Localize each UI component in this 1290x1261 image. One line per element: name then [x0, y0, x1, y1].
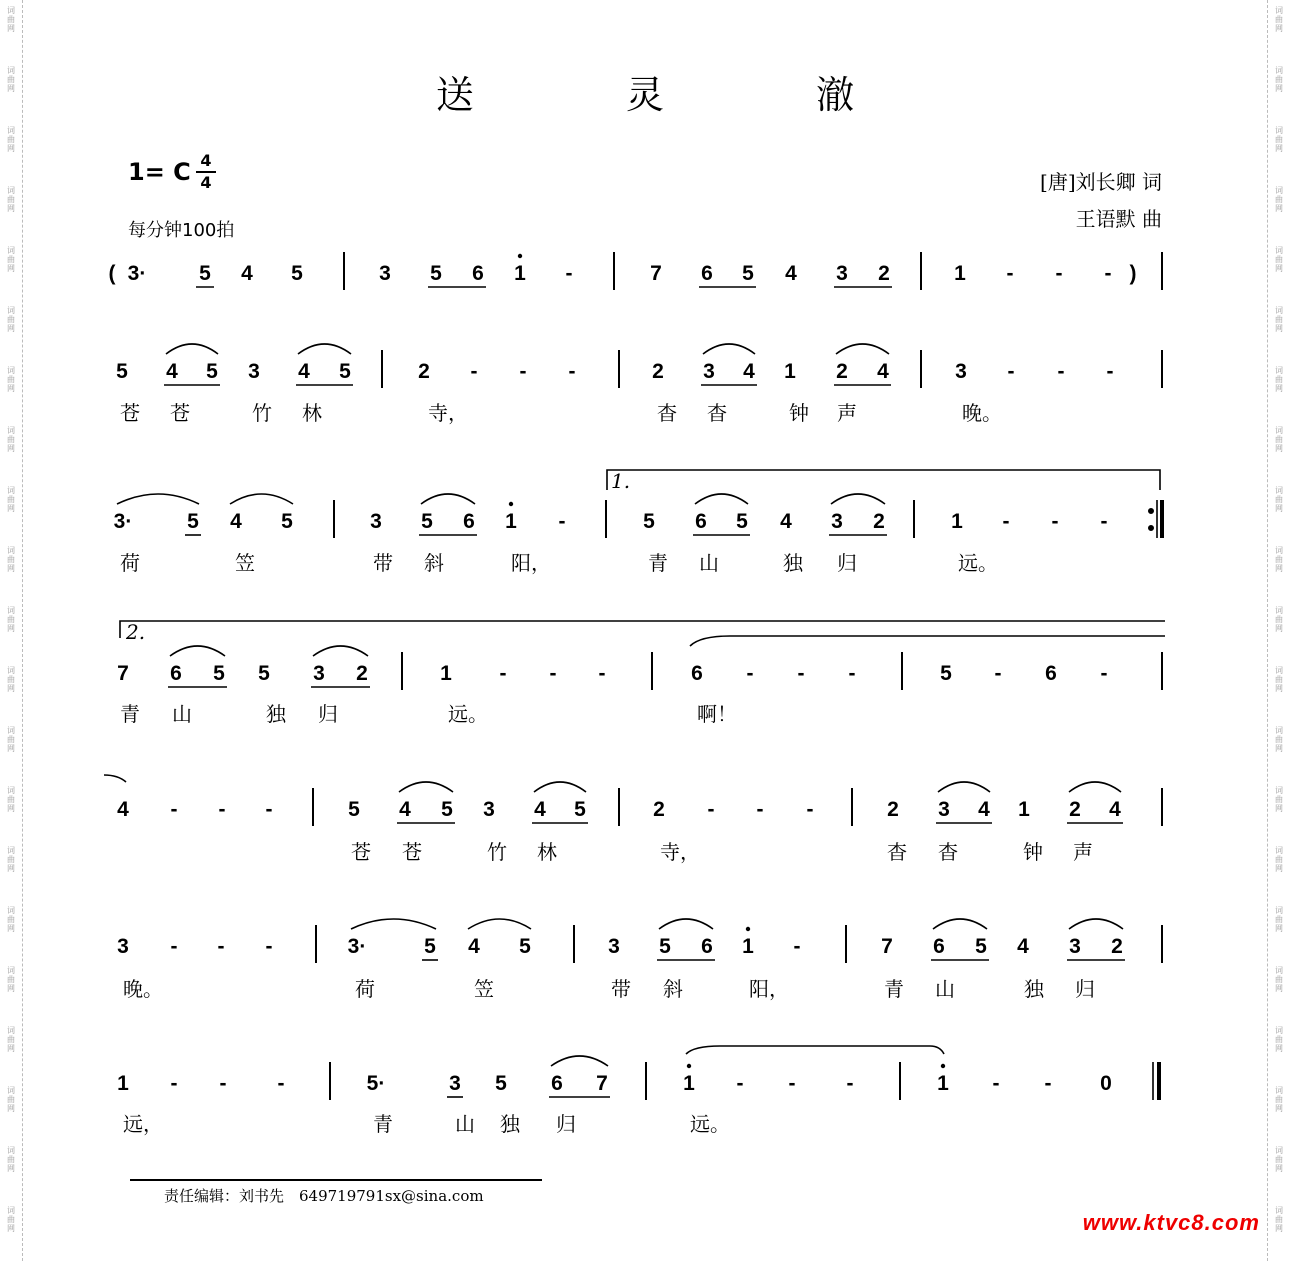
note: 4 [117, 798, 129, 821]
watermark-text: 词 曲 网 [7, 6, 15, 33]
slur [230, 494, 293, 504]
watermark-text: 词 曲 网 [1275, 726, 1283, 753]
note: 1 [683, 1072, 695, 1095]
note: 2 [1111, 935, 1123, 958]
note: - [265, 935, 273, 958]
note: - [277, 1072, 285, 1095]
note: - [992, 1072, 1000, 1095]
lyric-syllable: 青 [884, 977, 904, 1001]
note: 6 [695, 510, 707, 533]
note: 4 [166, 360, 178, 383]
note: 5 [519, 935, 531, 958]
lyric-syllable: 晚。 [123, 977, 163, 1001]
note: 3 [370, 510, 382, 533]
note: - [793, 935, 801, 958]
note: 2 [873, 510, 885, 533]
high-octave-dot [687, 1064, 691, 1068]
slur [551, 1056, 608, 1066]
slur [117, 494, 199, 504]
note: 1 [1018, 798, 1030, 821]
note: - [549, 662, 557, 685]
note: - [1106, 360, 1114, 383]
note: 7 [117, 662, 129, 685]
watermark-text: 词 曲 网 [1275, 306, 1283, 333]
lyric-syllable: 苍 [402, 840, 422, 864]
slur [933, 919, 987, 929]
note: 1 [117, 1072, 129, 1095]
watermark-text: 词 曲 网 [1275, 786, 1283, 813]
note: - [265, 798, 273, 821]
note: 3 [313, 662, 325, 685]
note: 5 [421, 510, 433, 533]
note: 3 [117, 935, 129, 958]
note: 5· [366, 1072, 386, 1095]
lyric-syllable: 远。 [690, 1112, 730, 1136]
note: 4 [298, 360, 310, 383]
note: 1 [742, 935, 754, 958]
lyric-syllable: 笠 [474, 977, 494, 1001]
note: 3 [608, 935, 620, 958]
note: - [1002, 510, 1010, 533]
note: 5 [339, 360, 351, 383]
note: 6 [691, 662, 703, 685]
lyric-syllable: 杳 [938, 840, 958, 864]
note: - [1057, 360, 1065, 383]
lyric-syllable: 青 [648, 551, 668, 575]
note: - [170, 1072, 178, 1095]
repeat-dot [1149, 526, 1153, 530]
note: 5 [430, 262, 442, 285]
lyric-syllable: 独 [266, 702, 286, 726]
note: 2 [878, 262, 890, 285]
watermark-text: 词 曲 网 [7, 1146, 15, 1173]
tie-continuation [104, 775, 126, 782]
note: 7 [881, 935, 893, 958]
lyric-syllable: 荷 [120, 551, 140, 575]
note: 6 [701, 935, 713, 958]
note: 3· [113, 510, 133, 533]
watermark-text: 词 曲 网 [7, 366, 15, 393]
note: 2 [418, 360, 430, 383]
note: 1 [954, 262, 966, 285]
score-decorations [104, 344, 1165, 1100]
watermark-text: 词 曲 网 [1275, 366, 1283, 393]
note: - [217, 935, 225, 958]
repeat-dot [1149, 509, 1153, 513]
slur [313, 646, 368, 656]
note: 5 [116, 360, 128, 383]
note: 1 [784, 360, 796, 383]
lyrics-layer [120, 401, 1095, 1136]
tempo-marking: 每分钟100拍 [128, 220, 235, 241]
note: 4 [1017, 935, 1029, 958]
note: 4 [241, 262, 253, 285]
note: - [470, 360, 478, 383]
note: - [558, 510, 566, 533]
lyric-syllable: 笠 [235, 551, 255, 575]
note: - [788, 1072, 796, 1095]
note: 7 [650, 262, 662, 285]
note: 5 [441, 798, 453, 821]
note: - [1006, 262, 1014, 285]
lyric-syllable: 归 [318, 702, 338, 726]
watermark-text: 词 曲 网 [1275, 1026, 1283, 1053]
note: 5 [213, 662, 225, 685]
note: 3 [483, 798, 495, 821]
slur [831, 494, 885, 504]
watermark-text: 词 曲 网 [1275, 606, 1283, 633]
note: 7 [596, 1072, 608, 1095]
lyric-syllable: 青 [120, 702, 140, 726]
lyric-syllable: 杳 [707, 401, 727, 425]
lyric-syllable: 林 [302, 401, 322, 425]
note: 5 [975, 935, 987, 958]
watermark-text: 词 曲 网 [7, 846, 15, 873]
note: 6 [1045, 662, 1057, 685]
note: 3 [836, 262, 848, 285]
slur [351, 919, 436, 929]
watermark-text: 词 曲 网 [1275, 846, 1283, 873]
slur [695, 494, 748, 504]
song-title: 送 灵 澈 [435, 73, 925, 117]
lyric-syllable: 山 [699, 551, 719, 575]
watermark-text: 词 曲 网 [1275, 966, 1283, 993]
lyric-syllable: 寺， [428, 401, 468, 425]
lyric-syllable: 独 [500, 1112, 520, 1136]
note: 3 [449, 1072, 461, 1095]
note: 5 [348, 798, 360, 821]
note: 1 [951, 510, 963, 533]
lyric-syllable: 青 [373, 1112, 393, 1136]
high-octave-dot [518, 254, 522, 258]
lyric-syllable: 竹 [487, 840, 507, 864]
note: 1 [937, 1072, 949, 1095]
lyric-syllable: 山 [455, 1112, 475, 1136]
lyric-syllable: 声 [1073, 840, 1093, 864]
tie-final [686, 1046, 944, 1054]
watermark-text: 词 曲 网 [7, 126, 15, 153]
lyric-syllable: 苍 [351, 840, 371, 864]
key-signature: 1= C [128, 158, 191, 186]
note: - [219, 1072, 227, 1095]
lyric-syllable: 阳， [511, 551, 551, 575]
note: 3 [938, 798, 950, 821]
volta-1-label: 1. [611, 469, 631, 493]
watermark-text: 词 曲 网 [1275, 1086, 1283, 1113]
watermark-text: 词 曲 网 [7, 546, 15, 573]
note: 5 [940, 662, 952, 685]
lyric-syllable: 阳， [749, 977, 789, 1001]
lyric-syllable: 寺， [660, 840, 700, 864]
lyric-syllable: 声 [837, 401, 857, 425]
note: 4 [1109, 798, 1121, 821]
note: 3· [127, 262, 147, 285]
note: 2 [1069, 798, 1081, 821]
slur [836, 344, 889, 354]
lyric-syllable: 竹 [252, 401, 272, 425]
lyric-syllable: 钟 [789, 401, 809, 425]
note: 5 [258, 662, 270, 685]
note: - [756, 798, 764, 821]
watermark-text: 词 曲 网 [7, 1206, 15, 1233]
note: - [797, 662, 805, 685]
note: 2 [887, 798, 899, 821]
slur [399, 782, 453, 792]
lyric-syllable: 带 [611, 977, 631, 1001]
note: 3 [703, 360, 715, 383]
lyric-syllable: 杳 [887, 840, 907, 864]
watermark-text: 词 曲 网 [7, 66, 15, 93]
lyric-syllable: 啊！ [697, 702, 737, 726]
slur [534, 782, 586, 792]
note: 4 [877, 360, 889, 383]
note: - [746, 662, 754, 685]
watermark-text: 词 曲 网 [7, 966, 15, 993]
volta-2-label: 2. [126, 620, 146, 644]
note: 5 [199, 262, 211, 285]
note: 4 [780, 510, 792, 533]
lyric-syllable: 晚。 [962, 401, 1002, 425]
note: - [994, 662, 1002, 685]
slur [938, 782, 990, 792]
note: 2 [652, 360, 664, 383]
time-sig-top: 4 [200, 151, 212, 170]
watermark-text: 词 曲 网 [7, 786, 15, 813]
note: - [519, 360, 527, 383]
lyric-syllable: 归 [837, 551, 857, 575]
note: - [846, 1072, 854, 1095]
note: 4 [230, 510, 242, 533]
note: 5 [291, 262, 303, 285]
note: - [598, 662, 606, 685]
note: - [568, 360, 576, 383]
note: 4 [978, 798, 990, 821]
note: 2 [653, 798, 665, 821]
note: ) [1129, 262, 1137, 285]
note: 4 [743, 360, 755, 383]
note: 3 [831, 510, 843, 533]
note: 5 [206, 360, 218, 383]
slur [170, 646, 225, 656]
watermark-text: 词 曲 网 [7, 1086, 15, 1113]
lyric-syllable: 苍 [170, 401, 190, 425]
note: 2 [356, 662, 368, 685]
note: - [1055, 262, 1063, 285]
footer-editor: 责任编辑：刘书先 649719791sx@sina.com [130, 1179, 542, 1206]
note: - [1104, 262, 1112, 285]
note: 1 [505, 510, 517, 533]
note: - [1100, 662, 1108, 685]
watermark-text: 词 曲 网 [7, 726, 15, 753]
watermark-text: 词 曲 网 [7, 606, 15, 633]
composer-credit: 王语默 曲 [1075, 207, 1162, 231]
note: 5 [742, 262, 754, 285]
note: 6 [933, 935, 945, 958]
note: 3 [1069, 935, 1081, 958]
lyric-syllable: 山 [935, 977, 955, 1001]
note: 4 [399, 798, 411, 821]
watermark-text: 词 曲 网 [1275, 246, 1283, 273]
slur [166, 344, 218, 354]
slur [421, 494, 475, 504]
note: 5 [643, 510, 655, 533]
watermark-text: 词 曲 网 [7, 246, 15, 273]
watermark-text: 词 曲 网 [7, 906, 15, 933]
watermark-text: 词 曲 网 [1275, 126, 1283, 153]
watermark-text: 词 曲 网 [7, 186, 15, 213]
high-octave-dot [941, 1064, 945, 1068]
lyric-syllable: 归 [1075, 977, 1095, 1001]
lyric-syllable: 远。 [448, 702, 488, 726]
volta-1-bracket [607, 470, 1160, 490]
note: - [1044, 1072, 1052, 1095]
notes-layer [109, 254, 1137, 1097]
watermark-text: 词 曲 网 [1275, 906, 1283, 933]
watermark-text: 词 曲 网 [1275, 66, 1283, 93]
note: 5 [574, 798, 586, 821]
lyric-syllable: 独 [1024, 977, 1044, 1001]
watermark-text: 词 曲 网 [1275, 6, 1283, 33]
lyric-syllable: 远。 [958, 551, 998, 575]
lyric-syllable: 杳 [657, 401, 677, 425]
lyric-syllable: 苍 [120, 401, 140, 425]
lyric-syllable: 钟 [1023, 840, 1043, 864]
watermark-text: 词 曲 网 [1275, 546, 1283, 573]
slur [298, 344, 351, 354]
lyric-syllable: 林 [537, 840, 557, 864]
note: - [1100, 510, 1108, 533]
note: 5 [736, 510, 748, 533]
note: 6 [551, 1072, 563, 1095]
note: - [848, 662, 856, 685]
high-octave-dot [509, 502, 513, 506]
lyric-syllable: 带 [373, 551, 393, 575]
note: - [1051, 510, 1059, 533]
note: 5 [659, 935, 671, 958]
note: - [707, 798, 715, 821]
note: 5 [495, 1072, 507, 1095]
note: - [218, 798, 226, 821]
note: - [170, 935, 178, 958]
note: - [170, 798, 178, 821]
lyric-syllable: 山 [172, 702, 192, 726]
watermark-text: 词 曲 网 [7, 306, 15, 333]
watermark-text: 词 曲 网 [1275, 1206, 1283, 1233]
note: 3 [379, 262, 391, 285]
note: 5 [424, 935, 436, 958]
note: - [806, 798, 814, 821]
watermark-text: 词 曲 网 [1275, 486, 1283, 513]
note: 3· [347, 935, 367, 958]
note: - [499, 662, 507, 685]
note: - [736, 1072, 744, 1095]
slur [1069, 782, 1121, 792]
note: 4 [534, 798, 546, 821]
tie-long [690, 636, 1165, 646]
time-sig-bottom: 4 [200, 173, 212, 192]
lyric-syllable: 斜 [424, 551, 444, 575]
lyric-syllable: 远， [123, 1112, 163, 1136]
slur [468, 919, 531, 929]
note: 5 [187, 510, 199, 533]
watermark-text: 词 曲 网 [7, 1026, 15, 1053]
lyric-syllable: 独 [783, 551, 803, 575]
watermark-text: 词 曲 网 [1275, 186, 1283, 213]
note: 5 [281, 510, 293, 533]
note: 0 [1100, 1072, 1112, 1095]
watermark-text: 词 曲 网 [1275, 426, 1283, 453]
watermark-text: 词 曲 网 [7, 486, 15, 513]
lyric-syllable: 荷 [355, 977, 375, 1001]
note: - [1007, 360, 1015, 383]
note: ( [108, 262, 116, 285]
slur [659, 919, 713, 929]
watermark-text: 词 曲 网 [1275, 666, 1283, 693]
note: 3 [955, 360, 967, 383]
slur [703, 344, 755, 354]
note: 2 [836, 360, 848, 383]
watermark-text: 词 曲 网 [7, 666, 15, 693]
site-logo: www.ktvc8.com [1082, 1210, 1260, 1235]
watermark-text: 词 曲 网 [1275, 1146, 1283, 1173]
slur [1069, 919, 1123, 929]
high-octave-dot [746, 927, 750, 931]
note: 1 [514, 262, 526, 285]
lyricist-credit: [唐]刘长卿 词 [1040, 170, 1162, 194]
lyric-syllable: 斜 [663, 977, 683, 1001]
note: 6 [463, 510, 475, 533]
watermark-text: 词 曲 网 [7, 426, 15, 453]
note: 4 [468, 935, 480, 958]
note: - [565, 262, 573, 285]
lyric-syllable: 归 [556, 1112, 576, 1136]
note: 4 [785, 262, 797, 285]
note: 6 [472, 262, 484, 285]
note: 6 [170, 662, 182, 685]
note: 6 [701, 262, 713, 285]
note: 1 [440, 662, 452, 685]
note: 3 [248, 360, 260, 383]
